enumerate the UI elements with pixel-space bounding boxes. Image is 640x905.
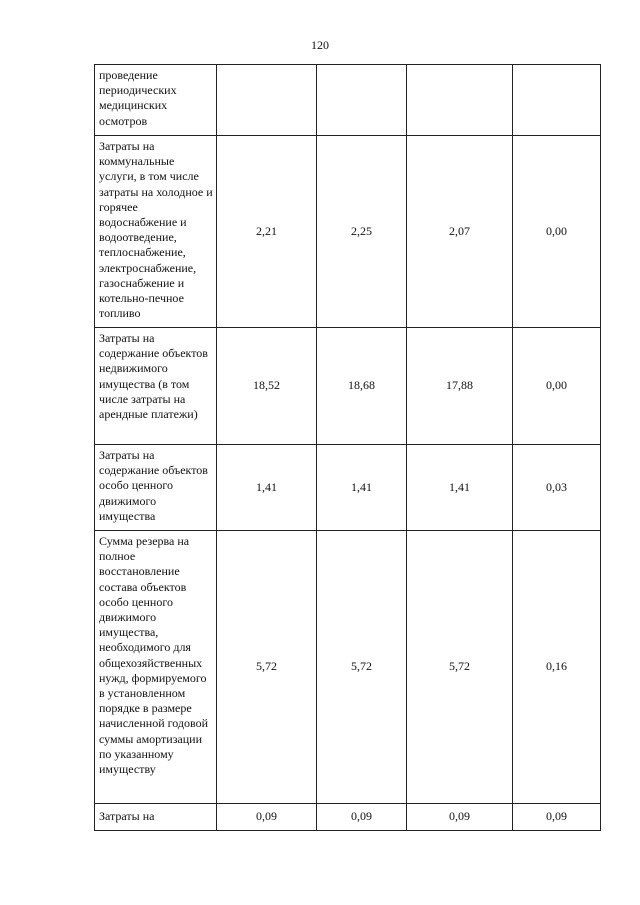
table-cell: 0,00 xyxy=(513,328,601,445)
table-row xyxy=(95,531,601,804)
table-row xyxy=(95,328,601,445)
table-cell: 2,07 xyxy=(407,136,513,328)
table-cell: 0,03 xyxy=(513,445,601,531)
table-cell: 1,41 xyxy=(217,445,317,531)
row-label: Сумма резерва на полное восстановление состава объектов особо ценного движимого имущества, необходимого для общехозяйственных нужд, формируемого в установленном порядке в размере начисленной годовой суммы амортизации по указанному имуществу xyxy=(95,531,217,804)
row-label: Затраты на коммунальные услуги, в том числе затраты на холодное и горячее водоснабжение и водоотведение, теплоснабжение, электроснабжение, газоснабжение и котельно-печное топливо xyxy=(95,136,217,328)
table-cell: 0,09 xyxy=(407,804,513,831)
table-cell: 2,25 xyxy=(317,136,407,328)
table-cell: 0,09 xyxy=(217,804,317,831)
table-cell xyxy=(407,65,513,136)
table-cell: 0,09 xyxy=(317,804,407,831)
table-row xyxy=(95,445,601,531)
table-cell: 2,21 xyxy=(217,136,317,328)
table-cell: 18,52 xyxy=(217,328,317,445)
row-label: проведение периодических медицинских осмотров xyxy=(95,65,217,136)
row-label: Затраты на содержание объектов особо ценного движимого имущества xyxy=(95,445,217,531)
table-cell: 5,72 xyxy=(317,531,407,804)
table-cell: 0,00 xyxy=(513,136,601,328)
table-row xyxy=(95,804,601,831)
table-cell: 5,72 xyxy=(407,531,513,804)
table-cell: 0,16 xyxy=(513,531,601,804)
row-label: Затраты на содержание объектов недвижимого имущества (в том числе затраты на арендные платежи) xyxy=(95,328,217,445)
table-cell: 1,41 xyxy=(407,445,513,531)
table-cell xyxy=(513,65,601,136)
table-cell xyxy=(317,65,407,136)
cost-table xyxy=(94,64,601,831)
table-cell: 5,72 xyxy=(217,531,317,804)
table-cell: 1,41 xyxy=(317,445,407,531)
table-row xyxy=(95,136,601,328)
table-row xyxy=(95,65,601,136)
table-cell: 17,88 xyxy=(407,328,513,445)
page-number: 120 xyxy=(311,38,329,52)
table-cell: 18,68 xyxy=(317,328,407,445)
table-cell: 0,09 xyxy=(513,804,601,831)
table-cell xyxy=(217,65,317,136)
row-label: Затраты на xyxy=(95,804,217,831)
